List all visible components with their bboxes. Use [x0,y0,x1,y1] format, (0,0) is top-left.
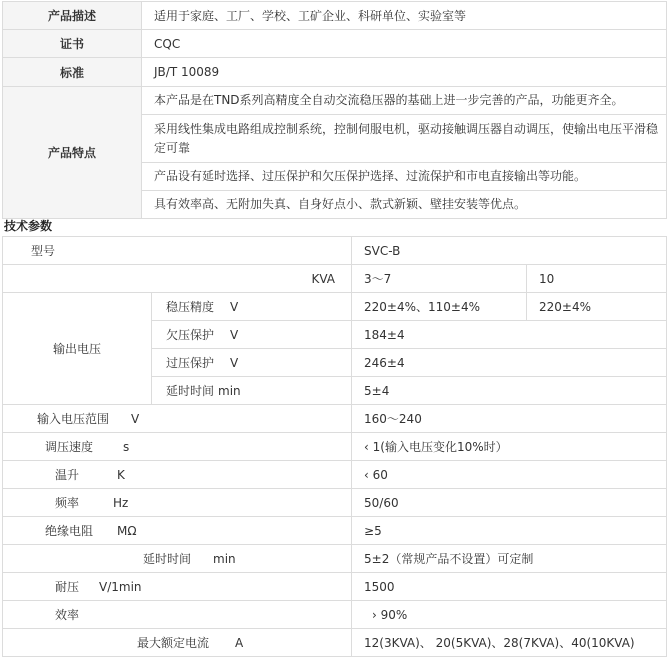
param-value: 246±4 [352,349,667,377]
spec-value: 160～240 [352,405,667,433]
param-unit: V [230,328,239,342]
spec-label: 延时时间 [143,552,192,566]
spec-label: 输入电压范围 [37,412,110,426]
spec-value: 12(3KVA)、 20(5KVA)、28(7KVA)、40(10KVA) [352,629,667,657]
spec-unit: MΩ [117,524,137,538]
model-value: SVC-B [352,237,667,265]
spec-row [3,573,667,601]
output-voltage-label: 输出电压 [3,293,152,405]
spec-unit: V [131,412,140,426]
param-label: 欠压保护 [166,328,215,342]
spec-value: ≥5 [352,517,667,545]
spec-label: 绝缘电阻 [45,524,94,538]
spec-label-cell [3,601,352,629]
kva-label: KVA [3,265,352,293]
description-row [3,2,667,30]
product-overview-table [2,1,667,219]
spec-label-cell [3,545,352,573]
spec-unit: V/1min [99,580,142,594]
certificate-value: CQC [142,30,667,58]
spec-label-cell [3,489,352,517]
spec-unit: A [235,636,244,650]
spec-label: 频率 [55,496,80,510]
kva-value: 10 [527,265,667,293]
spec-row [3,517,667,545]
param-label-cell [152,349,352,377]
spec-row [3,461,667,489]
spec-value: ‹ 1(输入电压变化10%时） [352,433,667,461]
certificate-label: 证书 [3,30,142,58]
param-value: 220±4% [527,293,667,321]
param-label: 稳压精度 [166,300,215,314]
spec-value: › 90% [352,601,667,629]
spec-unit: K [117,468,125,482]
spec-label: 最大额定电流 [137,636,210,650]
param-unit: V [230,356,239,370]
spec-label-cell [3,433,352,461]
features-label: 产品特点 [3,87,142,219]
param-label-cell [152,377,352,405]
spec-row [3,629,667,657]
spec-row [3,545,667,573]
param-label-cell [152,321,352,349]
spec-value: 50/60 [352,489,667,517]
spec-label-cell [3,517,352,545]
spec-label-cell [3,405,352,433]
spec-row [3,489,667,517]
model-row [3,237,667,265]
standard-row [3,58,667,87]
description-value: 适用于家庭、工厂、学校、工矿企业、科研单位、实验室等 [142,2,667,30]
param-unit: min [218,384,241,398]
param-label-cell [152,293,352,321]
feature-row [3,87,667,115]
spec-unit: s [123,440,130,454]
output-voltage-row [3,293,667,321]
feature-item: 产品设有延时选择、过压保护和欠压保护选择、过流保护和市电直接输出等功能。 [142,163,667,191]
spec-label-cell [3,573,352,601]
spec-label: 耐压 [55,580,80,594]
standard-label: 标准 [3,58,142,87]
spec-unit: Hz [113,496,129,510]
spec-value: 1500 [352,573,667,601]
spec-label: 调压速度 [45,440,94,454]
description-label: 产品描述 [3,2,142,30]
section-title: 技术参数 [4,219,53,233]
certificate-row [3,30,667,58]
feature-item: 本产品是在TND系列高精度全自动交流稳压器的基础上进一步完善的产品，功能更齐全。 [142,87,667,115]
spec-row [3,405,667,433]
param-label: 过压保护 [166,356,215,370]
feature-item: 采用线性集成电路组成控制系统，控制伺服电机，驱动接触调压器自动调压，使输出电压平滑稳定可靠 [142,115,667,163]
standard-value: JB/T 10089 [142,58,667,87]
spec-value: 5±2（常规产品不设置）可定制 [352,545,667,573]
spec-label-cell [3,461,352,489]
spec-label: 效率 [55,608,80,622]
param-value: 184±4 [352,321,667,349]
kva-row [3,265,667,293]
spec-row [3,601,667,629]
param-value: 220±4%、110±4% [352,293,527,321]
spec-table [2,236,667,657]
spec-label-cell [3,629,352,657]
param-unit: V [230,300,239,314]
spec-unit: min [213,552,236,566]
param-label: 延时时间 [166,384,215,398]
feature-item: 具有效率高、无附加失真、自身好点小、款式新颖、壁挂安装等优点。 [142,191,667,219]
param-value: 5±4 [352,377,667,405]
kva-value: 3～7 [352,265,527,293]
spec-row [3,433,667,461]
model-label: 型号 [3,237,352,265]
spec-value: ‹ 60 [352,461,667,489]
spec-label: 温升 [55,468,80,482]
